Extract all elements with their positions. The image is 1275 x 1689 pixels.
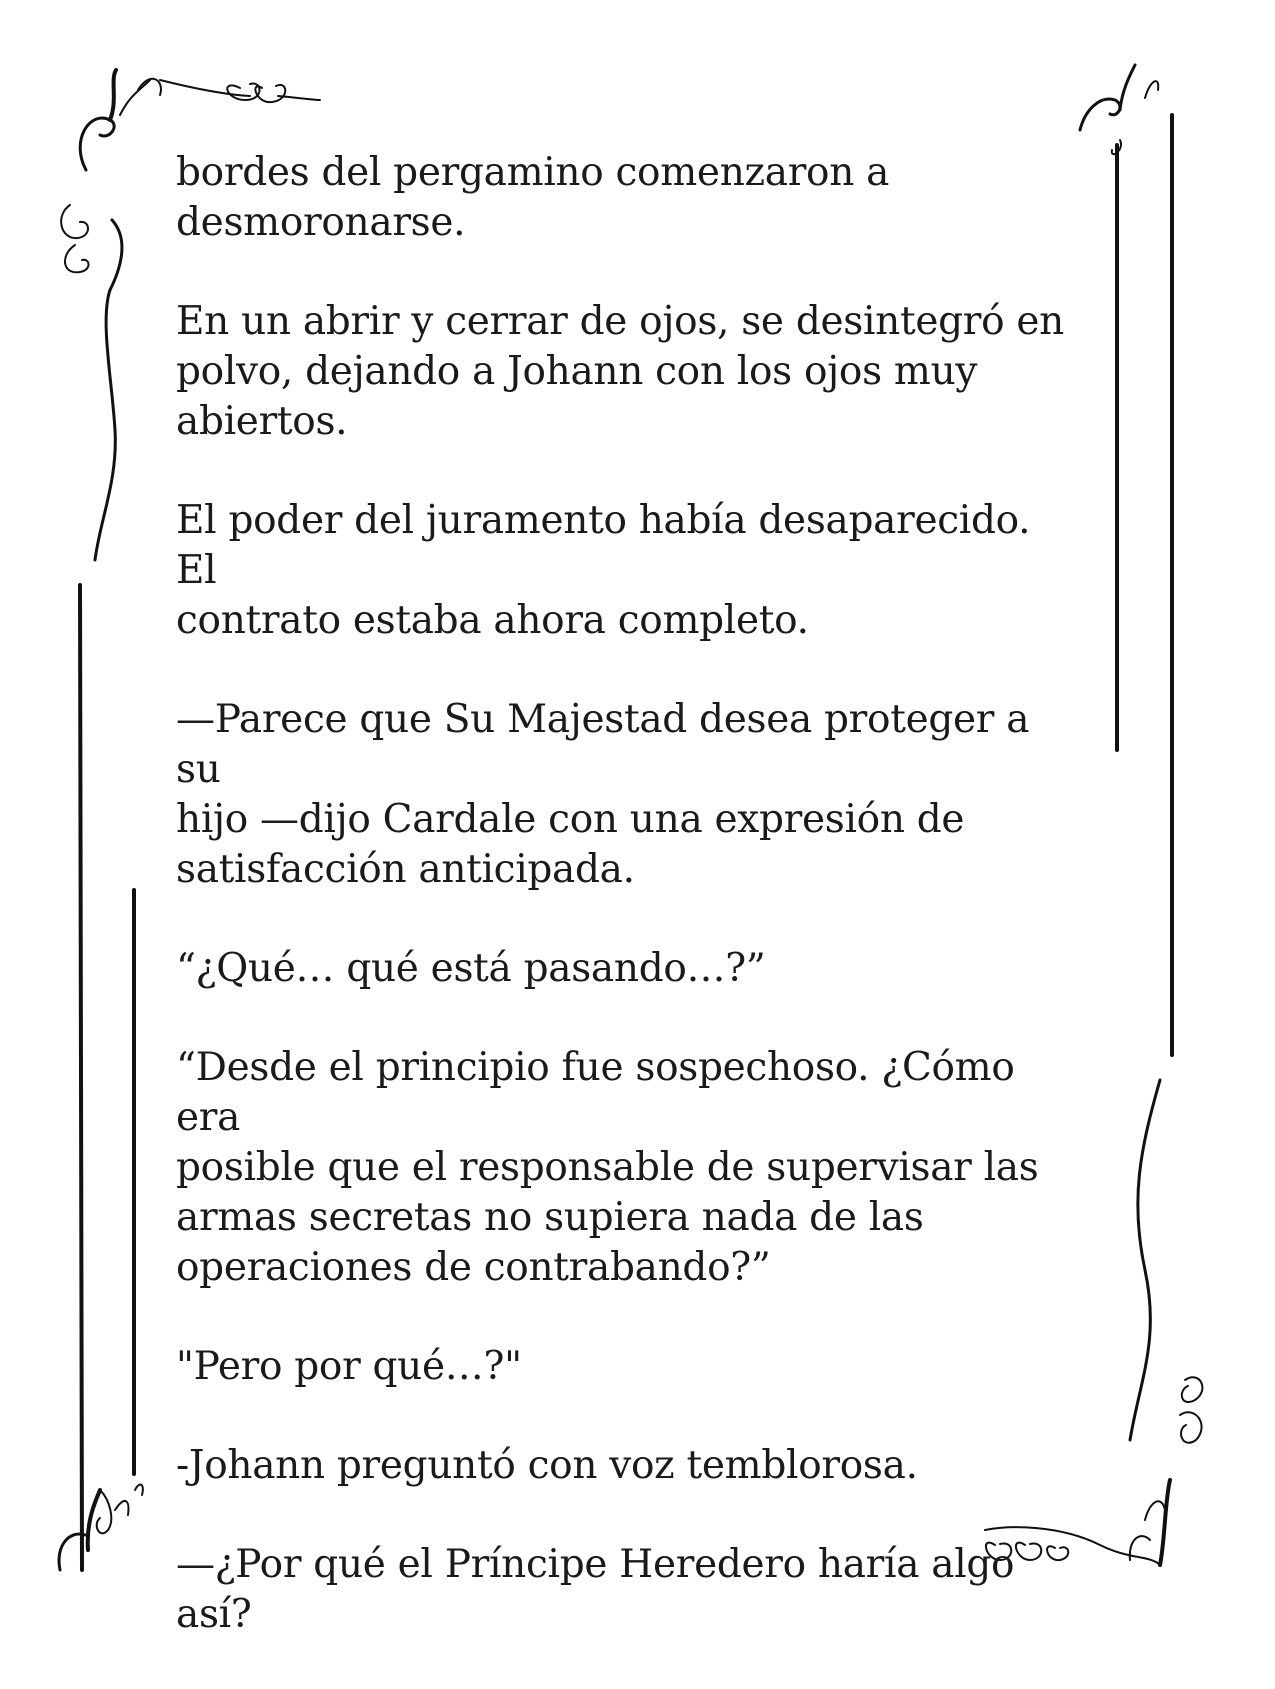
paragraph: En un abrir y cerrar de ojos, se desintegró en polvo, dejando a Johann con los ojos muy abiertos.: [176, 299, 1064, 444]
paragraph: bordes del pergamino comenzaron a desmoronarse.: [176, 150, 890, 245]
page-body-text: [176, 148, 1076, 1689]
paragraph: -Johann preguntó con voz temblorosa.: [176, 1443, 918, 1488]
paragraph: —¿Por qué el Príncipe Heredero haría algo así?: [176, 1542, 1015, 1637]
paragraph: "Pero por qué…?": [176, 1344, 522, 1389]
right-wave-line: [1130, 1080, 1160, 1440]
bottom-left-flourish-icon: [59, 1485, 143, 1570]
paragraph: “¿Qué… qué está pasando…?”: [176, 946, 766, 991]
paragraph: “Desde el principio fue sospechoso. ¿Cómo era posible que el responsable de supervisar las armas secretas no supiera nada de las operaciones de contrabando?”: [176, 1045, 1039, 1290]
left-rule-line: [80, 585, 82, 1570]
paragraph: El poder del juramento había desaparecido. El contrato estaba ahora completo.: [176, 498, 1031, 643]
top-right-flourish-icon: [1080, 65, 1158, 154]
paragraph: —Parece que Su Majestad desea proteger a su hijo —dijo Cardale con una expresión de satisfacción anticipada.: [176, 697, 1030, 892]
